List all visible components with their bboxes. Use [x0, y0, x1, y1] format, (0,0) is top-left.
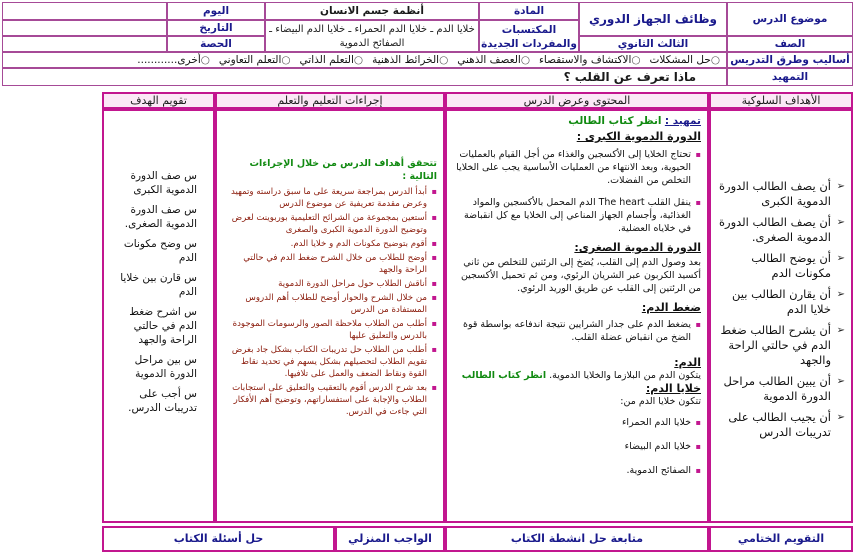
procedure-item: ▪ أطلب من الطلاب حل تدريبات الكتاب بشكل جاد بغرض تقويم الطلاب لتحصيلهم بشكل يسهم في تحديد نقاط القوة ونقاط الضعف والعمل على تلافيها. — [231, 345, 437, 379]
bullet-icon: ▪ — [431, 383, 437, 392]
day-label: اليوم — [167, 2, 265, 20]
method-option[interactable]: ○حل المشكلات — [649, 54, 720, 66]
bullet-icon: ▪ — [431, 253, 437, 262]
period-value — [2, 36, 167, 52]
cells-intro: تتكون خلايا الدم من: — [620, 396, 701, 407]
procedure-item: ▪ أطلب من الطلاب ملاحظة الصور والرسومات الموجودة بالدرس والتعليق عليها — [232, 319, 437, 341]
methods-row — [2, 52, 727, 68]
small-circulation-title: الدورة الدموية الصغرى: — [574, 241, 701, 254]
radio-icon: ○ — [353, 54, 364, 66]
arrow-left-icon: ➢ — [836, 253, 845, 264]
pressure-title: ضغط الدم: — [641, 301, 701, 314]
bullet-icon: ▪ — [431, 319, 437, 328]
grade-value: الثالث الثانوي — [579, 36, 727, 52]
method-option[interactable]: ○أخرى............ — [137, 54, 210, 66]
radio-icon: ○ — [631, 54, 641, 66]
content-section — [445, 109, 709, 523]
pressure-p: ▪ يضغط الدم على جدار الشرايين نتيجة اندفاعه بواسطة قوة الضخ من انقباض عضلة القلب. — [453, 318, 701, 344]
radio-icon: ○ — [520, 54, 530, 66]
cells-title: خلايا الدم: — [645, 382, 701, 395]
blood-ref: انظر كتاب الطالب — [461, 370, 547, 381]
procedure-item: ▪ بعد شرح الدرس أقوم بالتعقيب والتعليق على استجابات الطلاب والإجابة على استفساراتهم، وتوضيح أهم الأفكار التي جاءت في الدرس. — [232, 383, 437, 417]
evaluation-item: س أجب على تدريبات الدرس. — [128, 388, 197, 414]
arrow-left-icon: ➢ — [836, 217, 845, 228]
closing-eval-label: التقويم الختامي — [709, 526, 853, 552]
radio-icon: ○ — [710, 54, 720, 66]
homework-label: الواجب المنزلي — [335, 526, 445, 552]
evaluation-item: س قارن بين خلايا الدم — [120, 272, 197, 298]
procedures-header: إجراءات التعليم والتعلم — [215, 92, 445, 109]
objective-item: ➢ أن يجيب الطالب على تدريبات الدرس — [728, 410, 845, 439]
procedures-title: تتحقق أهداف الدرس من خلال الإجراءات التالية : — [249, 158, 437, 182]
book-questions: حل أسئلة الكتاب — [102, 526, 335, 552]
evaluation-header: تقويم الهدف — [102, 92, 215, 109]
small-circulation-p: بعد وصول الدم إلى القلب، يُضخ إلى الرئتين للتخلص من ثاني أكسيد الكربون عبر الشريان الرئوي، ومن ثم تحميل الأكسجين من الرئتين إلى القلب عن طريق الوريد الرئوي. — [460, 257, 701, 294]
big-circulation-title: الدورة الدموية الكبرى : — [576, 130, 701, 143]
evaluation-item: س صف الدورة الدموية الصغرى. — [124, 204, 197, 230]
subject-label: المادة — [479, 2, 579, 20]
objectives-section — [709, 109, 853, 523]
intro-label: التمهيد — [727, 68, 853, 86]
content-header: المحتوى وعرض الدرس — [445, 92, 709, 109]
big-circulation-p2: ▪ ينقل القلب The heart الدم المحمل بالأكسجين والمواد الغذائية، وأجسام الجهاز المناعي إلى الخلايا مع كل انقباضة في خلاياه العضلية. — [453, 196, 701, 235]
arrow-left-icon: ➢ — [836, 289, 845, 300]
subject-value: أنظمة جسم الانسان — [265, 2, 479, 20]
method-option[interactable]: ○التعلم الذاتي — [299, 54, 364, 66]
objective-item: ➢ أن يشرح الطالب ضغط الدم في حالتي الراحة والجهد — [720, 323, 845, 367]
objective-item: ➢ أن يصف الطالب الدورة الدموية الكبرى — [719, 179, 845, 208]
blood-title: الدم: — [674, 356, 701, 369]
procedure-item: ▪ أناقش الطلاب حول مراحل الدورة الدموية — [278, 279, 437, 289]
procedures-section — [215, 109, 445, 523]
topic-label: موضوع الدرس — [727, 2, 853, 36]
bullet-icon: ▪ — [431, 213, 437, 222]
radio-icon: ○ — [439, 54, 449, 66]
objective-item: ➢ أن يبين الطالب مراحل الدورة الدموية — [723, 374, 845, 403]
method-option[interactable]: ○الخرائط الذهنية — [372, 54, 449, 66]
evaluation-item: س صف الدورة الدموية الكبرى — [130, 170, 197, 196]
evaluation-item: س وضح مكونات الدم — [123, 238, 197, 264]
date-label: التاريخ — [167, 20, 265, 36]
evaluation-section — [102, 109, 215, 523]
arrow-left-icon: ➢ — [836, 325, 845, 336]
objective-item: ➢ أن يقارن الطالب بين خلايا الدم — [732, 287, 845, 316]
objective-item: ➢ أن يصف الطالب الدورة الدموية الصغرى. — [719, 215, 845, 244]
evaluation-item: س بين مراحل الدورة الدموية — [134, 354, 197, 380]
method-option[interactable]: ○الاكتشاف والاستقصاء — [539, 54, 641, 66]
cell-type-item: ▪ خلايا الدم البيضاء — [453, 440, 701, 453]
bullet-icon: ▪ — [431, 345, 437, 354]
date-value — [2, 20, 167, 36]
intro-ref: انظر كتاب الطالب — [568, 115, 662, 127]
procedure-item: ▪ أستعين بمجموعة من الشرائح التعليمية بوربوينت لعرض وتوضيح الدورة الدموية الكبرى والصغرى — [231, 213, 437, 235]
big-circulation-p1: ▪ تحتاج الخلايا إلى الأكسجين والغذاء من أجل القيام بالعمليات الحيوية، وبعد الانتهاء من العمليات الأساسية يجب على الخلايا التخلص من الفضلات. — [453, 148, 701, 187]
topic-value: وظائف الجهاز الدوري — [579, 2, 727, 36]
cell-type-item: ▪ الصفائح الدموية. — [453, 464, 701, 477]
methods-label: أساليب وطرق التدريس — [727, 52, 853, 68]
arrow-left-icon: ➢ — [836, 376, 845, 387]
radio-icon: ○ — [200, 54, 210, 66]
evaluation-item: س اشرح ضغط الدم في حالتي الراحة والجهد — [129, 306, 197, 346]
method-option[interactable]: ○التعلم التعاوني — [218, 54, 291, 66]
cell-type-item: ▪ خلايا الدم الحمراء — [453, 416, 701, 429]
blood-p: يتكون الدم من البلازما والخلايا الدموية. انظر كتاب الطالب — [461, 370, 701, 381]
procedure-item: ▪ أوضح للطلاب من خلال الشرح ضغط الدم في حالتي الراحة والجهد — [243, 253, 437, 275]
intro-value: ماذا تعرف عن القلب ؟ — [2, 68, 727, 86]
vocab-label: المكتسبات والمفردات الجديدة — [479, 20, 579, 52]
vocab-value: خلايا الدم ـ خلايا الدم الحمراء ـ خلايا الدم البيضاء ـ الصفائح الدموية — [265, 20, 479, 52]
bullet-icon: ▪ — [431, 279, 437, 288]
procedure-item: ▪ من خلال الشرح والحوار أوضح للطلاب أهم الدروس المستفادة من الدرس — [245, 293, 437, 315]
grade-label: الصف — [727, 36, 853, 52]
arrow-left-icon: ➢ — [836, 181, 845, 192]
period-label: الحصة — [167, 36, 265, 52]
book-activities: متابعة حل انشطة الكتاب — [445, 526, 709, 552]
procedure-item: ▪ أبدأ الدرس بمراجعة سريعة على ما سبق دراسته وتمهيد وعرض مقدمة تعريفية عن موضوع الدرس — [231, 187, 437, 209]
radio-icon: ○ — [281, 54, 291, 66]
arrow-left-icon: ➢ — [836, 412, 845, 423]
method-option[interactable]: ○العصف الذهني — [457, 54, 530, 66]
bullet-icon: ▪ — [431, 293, 437, 302]
bullet-icon: ▪ — [431, 187, 437, 196]
objectives-header: الأهداف السلوكية — [709, 92, 853, 109]
objective-item: ➢ أن يوضح الطالب مكونات الدم — [751, 251, 845, 280]
procedure-item: ▪ أقوم بتوضيح مكونات الدم و خلايا الدم. — [290, 239, 437, 249]
day-value — [2, 2, 167, 20]
bullet-icon: ▪ — [431, 239, 437, 248]
intro-title: تمهيد : — [664, 115, 701, 127]
